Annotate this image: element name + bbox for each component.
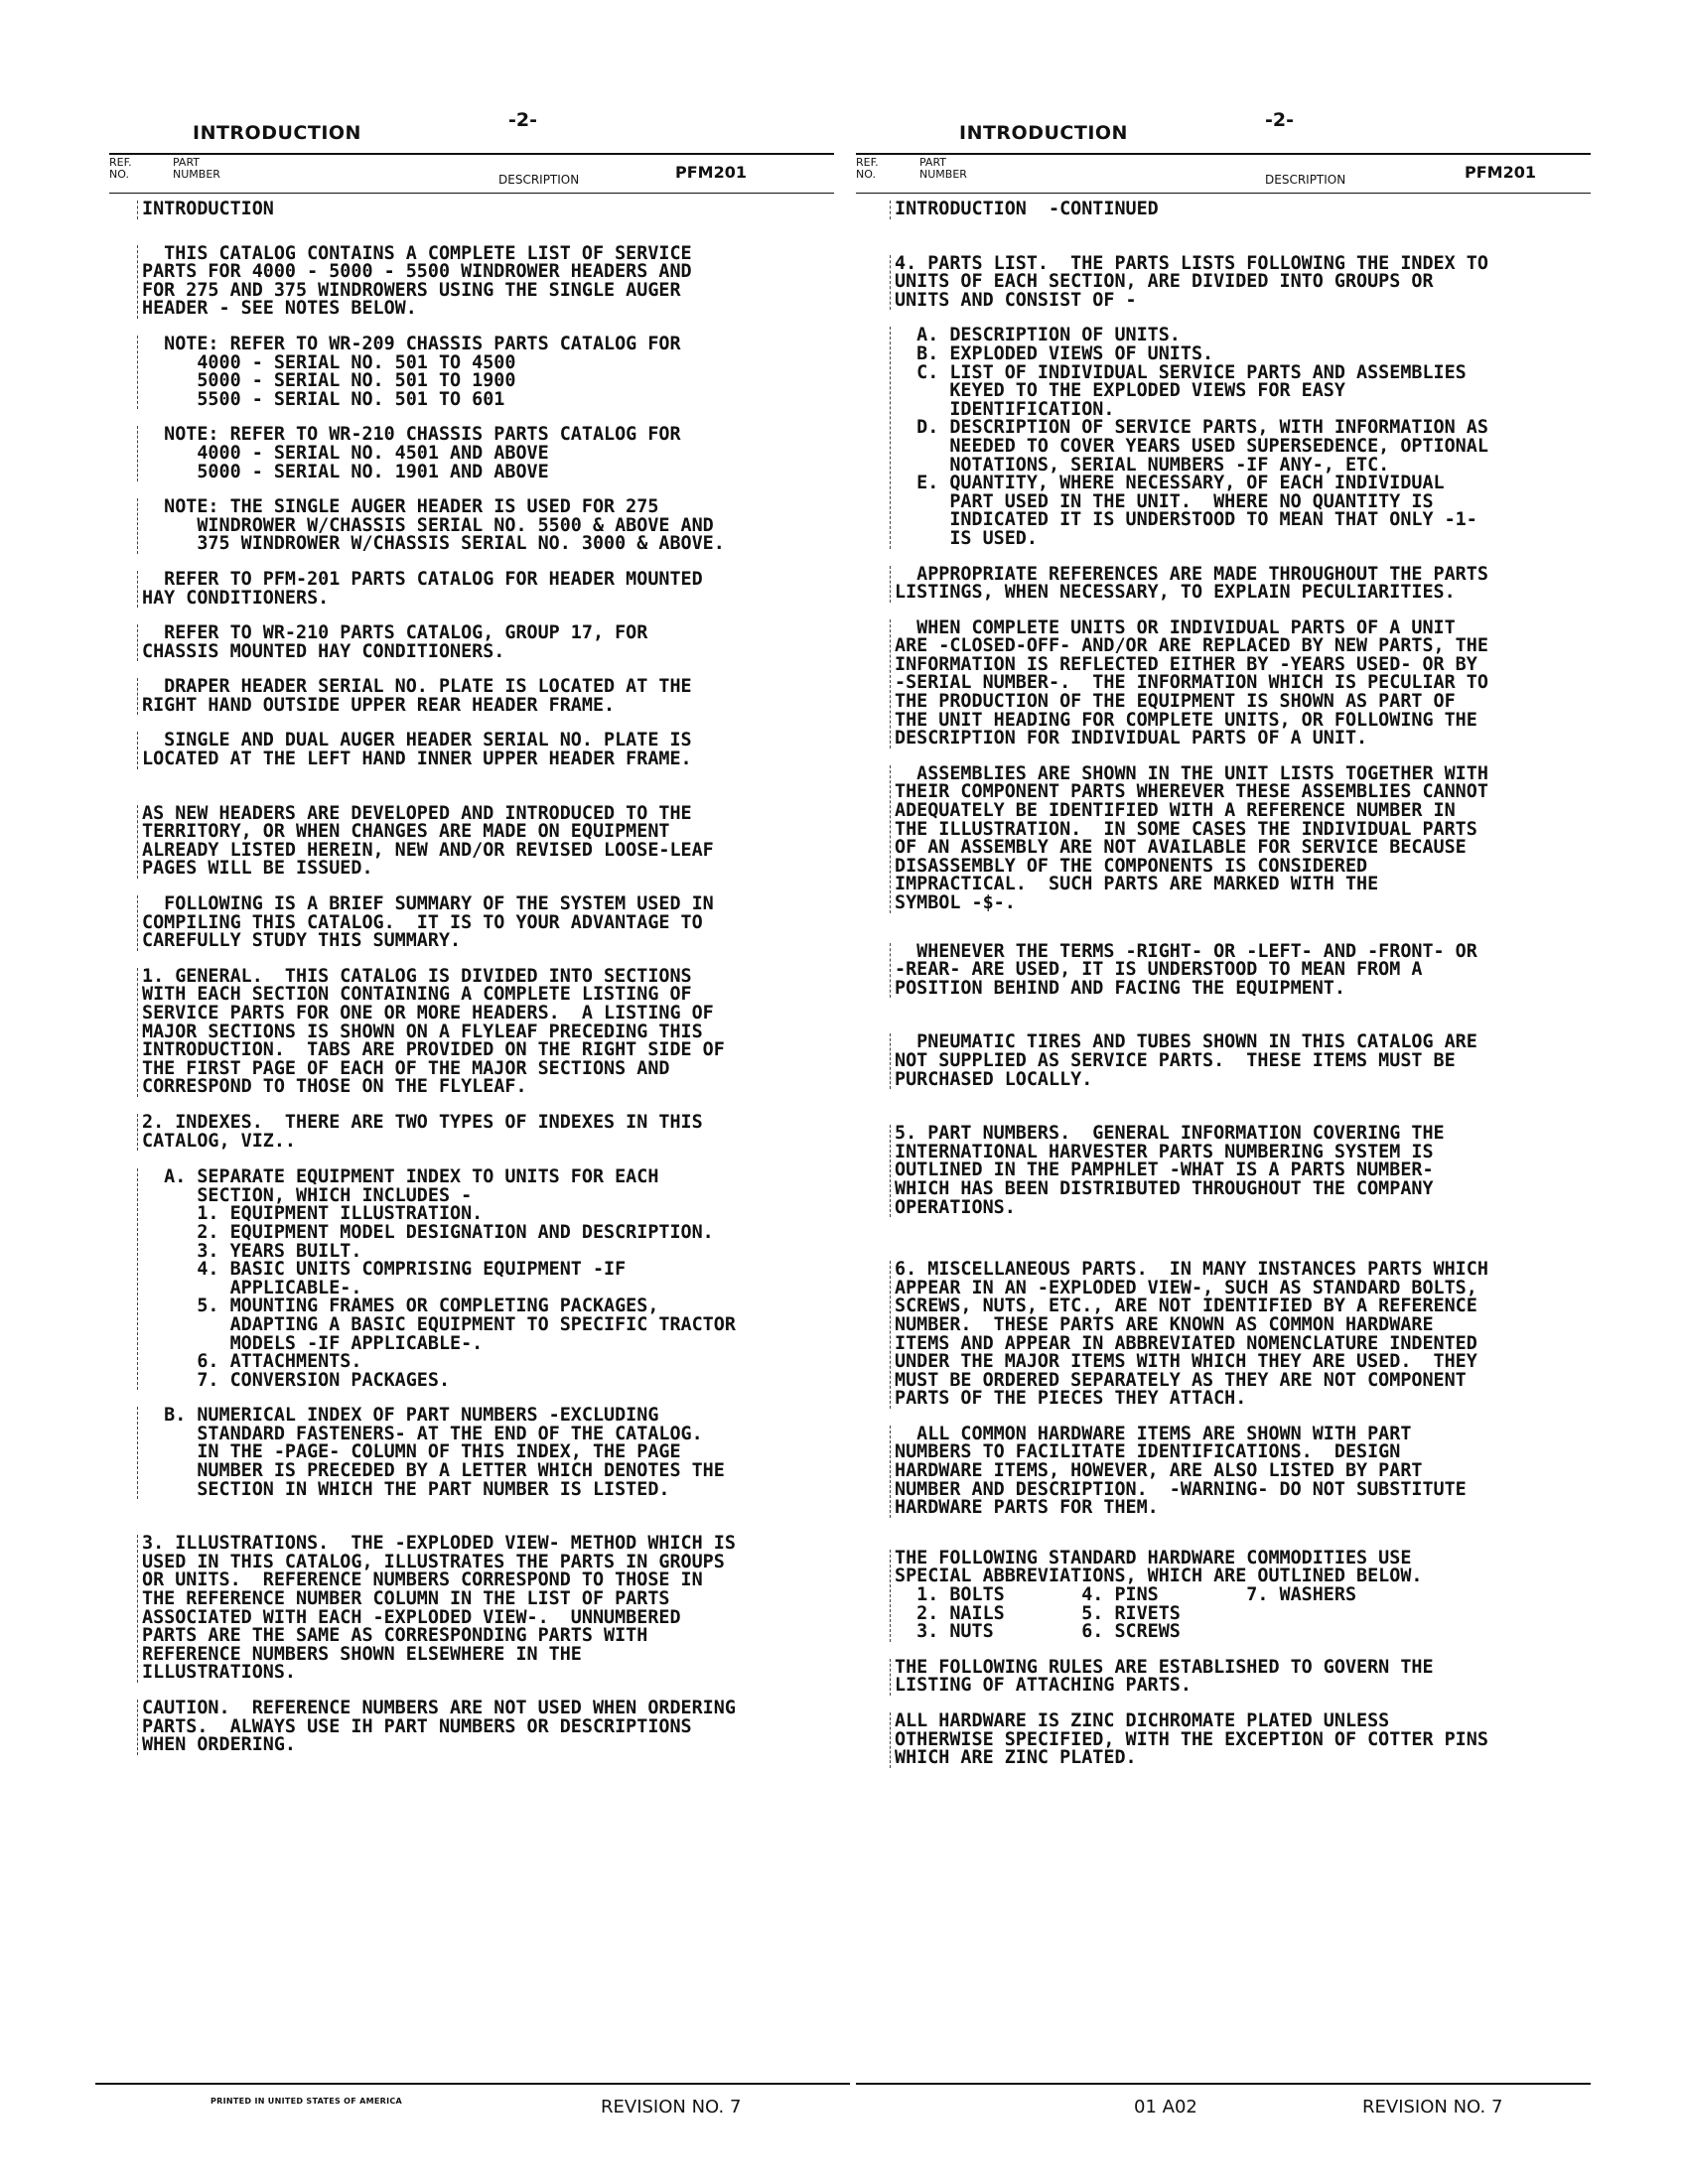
- paragraph: THIS CATALOG CONTAINS A COMPLETE LIST OF SERVICE PARTS FOR 4000 - 5000 - 5500 WINDROWER HEADERS AND FOR 275 AND 375 WINDROWERS USING THE SINGLE AUGER HEADER - SEE NOTES BELOW.: [137, 245, 834, 319]
- paragraph: 1. GENERAL. THIS CATALOG IS DIVIDED INTO SECTIONS WITH EACH SECTION CONTAINING A COMPLETE LISTING OF SERVICE PARTS FOR ONE OR MORE HEADERS. A LISTING OF MAJOR SECTIONS IS SHOWN ON A FLYLEAF PRECEDING THIS INTRODUCTION. TABS ARE PROVIDED ON THE RIGHT SIDE OF THE FIRST PAGE OF EACH OF THE MAJOR SECTIONS AND CORRESPOND TO THOSE ON THE FLYLEAF.: [137, 968, 834, 1097]
- paragraph: THE FOLLOWING STANDARD HARDWARE COMMODITIES USE SPECIAL ABBREVIATIONS, WHICH ARE OUTLINED BELOW. 1. BOLTS 4. PINS 7. WASHERS 2. NAILS 5. RIVETS 3. NUTS 6. SCREWS: [890, 1550, 1601, 1642]
- section-title: INTRODUCTION: [193, 122, 361, 144]
- paragraph: CAUTION. REFERENCE NUMBERS ARE NOT USED WHEN ORDERING PARTS. ALWAYS USE IH PART NUMBERS OR DESCRIPTIONS WHEN ORDERING.: [137, 1700, 834, 1755]
- paragraph: A. SEPARATE EQUIPMENT INDEX TO UNITS FOR EACH SECTION, WHICH INCLUDES - 1. EQUIPMENT ILLUSTRATION. 2. EQUIPMENT MODEL DESIGNATION AND DESCRIPTION. 3. YEARS BUILT. 4. BASIC UNITS COMPRISING EQUIPMENT -IF APPLICABLE-. 5. MOUNTING FRAMES OR COMPLETING PACKAGES, ADAPTING A BASIC EQUIPMENT TO SPECIFIC TRACTOR MODELS -IF APPLICABLE-. 6. ATTACHMENTS. 7. CONVERSION PACKAGES.: [137, 1168, 834, 1390]
- paragraph: 2. INDEXES. THERE ARE TWO TYPES OF INDEXES IN THIS CATALOG, VIZ..: [137, 1114, 834, 1151]
- description-header: DESCRIPTION: [1265, 173, 1346, 187]
- column-header: [109, 157, 834, 191]
- description-header: DESCRIPTION: [498, 173, 580, 187]
- ref-no-header: REF. NO.: [109, 156, 132, 181]
- paragraph: FOLLOWING IS A BRIEF SUMMARY OF THE SYSTEM USED IN COMPILING THIS CATALOG. IT IS TO YOUR ADVANTAGE TO CAREFULLY STUDY THIS SUMMARY.: [137, 895, 834, 951]
- paragraph: 6. MISCELLANEOUS PARTS. IN MANY INSTANCES PARTS WHICH APPEAR IN AN -EXPLODED VIEW-, SUCH AS STANDARD BOLTS, SCREWS, NUTS, ETC., ARE NOT IDENTIFIED BY A REFERENCE NUMBER. THESE PARTS ARE KNOWN AS COMMON HARDWARE ITEMS AND APPEAR IN ABBREVIATED NOMENCLATURE INDENTED UNDER THE MAJOR ITEMS WITH WHICH THEY ARE USED. THEY MUST BE ORDERED SEPARATELY AS THEY ARE NOT COMPONENT PARTS OF THE PIECES THEY ATTACH.: [890, 1261, 1601, 1409]
- paragraph: WHENEVER THE TERMS -RIGHT- OR -LEFT- AND -FRONT- OR -REAR- ARE USED, IT IS UNDERSTOOD TO MEAN FROM A POSITION BEHIND AND FACING THE EQUIPMENT.: [890, 943, 1601, 999]
- revision-number: REVISION NO. 7: [1362, 2097, 1503, 2117]
- page-number: -2-: [1265, 109, 1294, 131]
- part-number-header: PART NUMBER: [919, 156, 967, 181]
- footer-rule: [95, 2083, 850, 2085]
- printed-in-note: PRINTED IN UNITED STATES OF AMERICA: [210, 2097, 403, 2106]
- paragraph: REFER TO WR-210 PARTS CATALOG, GROUP 17, FOR CHASSIS MOUNTED HAY CONDITIONERS.: [137, 624, 834, 661]
- revision-number: REVISION NO. 7: [601, 2097, 742, 2117]
- header-rule: [109, 153, 834, 155]
- page-footer: [109, 2087, 834, 2126]
- right-body: [890, 201, 1601, 1785]
- column-header: [856, 157, 1591, 191]
- paragraph: ALL COMMON HARDWARE ITEMS ARE SHOWN WITH PART NUMBERS TO FACILITATE IDENTIFICATIONS. DESIGN HARDWARE ITEMS, HOWEVER, ARE ALSO LISTED BY PART NUMBER AND DESCRIPTION. -WARNING- DO NOT SUBSTITUTE HARDWARE PARTS FOR THEM.: [890, 1426, 1601, 1518]
- page-footer: [856, 2087, 1591, 2126]
- paragraph: INTRODUCTION: [137, 201, 834, 219]
- paragraph: APPROPRIATE REFERENCES ARE MADE THROUGHOUT THE PARTS LISTINGS, WHEN NECESSARY, TO EXPLAIN PECULIARITIES.: [890, 566, 1601, 603]
- catalog-code: PFM201: [675, 163, 747, 182]
- page-header: [856, 109, 1591, 155]
- paragraph: THE FOLLOWING RULES ARE ESTABLISHED TO GOVERN THE LISTING OF ATTACHING PARTS.: [890, 1659, 1601, 1696]
- paragraph: 5. PART NUMBERS. GENERAL INFORMATION COVERING THE INTERNATIONAL HARVESTER PARTS NUMBERING SYSTEM IS OUTLINED IN THE PAMPHLET -WHAT IS A PARTS NUMBER- WHICH HAS BEEN DISTRIBUTED THROUGHOUT THE COMPANY OPERATIONS.: [890, 1125, 1601, 1217]
- paragraph: NOTE: REFER TO WR-209 CHASSIS PARTS CATALOG FOR 4000 - SERIAL NO. 501 TO 4500 5000 - SERIAL NO. 501 TO 1900 5500 - SERIAL NO. 501 TO 601: [137, 336, 834, 409]
- left-body: [137, 201, 834, 1772]
- footer-rule: [856, 2083, 1591, 2085]
- part-number-header: PART NUMBER: [173, 156, 220, 181]
- paragraph: REFER TO PFM-201 PARTS CATALOG FOR HEADER MOUNTED HAY CONDITIONERS.: [137, 571, 834, 608]
- paragraph: AS NEW HEADERS ARE DEVELOPED AND INTRODUCED TO THE TERRITORY, OR WHEN CHANGES ARE MADE ON EQUIPMENT ALREADY LISTED HEREIN, NEW AND/OR REVISED LOOSE-LEAF PAGES WILL BE ISSUED.: [137, 805, 834, 879]
- paragraph: A. DESCRIPTION OF UNITS. B. EXPLODED VIEWS OF UNITS. C. LIST OF INDIVIDUAL SERVICE PARTS AND ASSEMBLIES KEYED TO THE EXPLODED VIEWS FOR EASY IDENTIFICATION. D. DESCRIPTION OF SERVICE PARTS, WITH INFORMATION AS NEEDED TO COVER YEARS USED SUPERSEDENCE, OPTIONAL NOTATIONS, SERIAL NUMBERS -IF ANY-, ETC. E. QUANTITY, WHERE NECESSARY, OF EACH INDIVIDUAL PART USED IN THE UNIT. WHERE NO QUANTITY IS INDICATED IT IS UNDERSTOOD TO MEAN THAT ONLY -1- IS USED.: [890, 327, 1601, 548]
- page-number: -2-: [508, 109, 537, 131]
- paragraph: 4. PARTS LIST. THE PARTS LISTS FOLLOWING THE INDEX TO UNITS OF EACH SECTION, ARE DIVIDED INTO GROUPS OR UNITS AND CONSIST OF -: [890, 255, 1601, 311]
- page-header: [109, 109, 834, 155]
- paragraph: ALL HARDWARE IS ZINC DICHROMATE PLATED UNLESS OTHERWISE SPECIFIED, WITH THE EXCEPTION OF COTTER PINS WHICH ARE ZINC PLATED.: [890, 1712, 1601, 1768]
- paragraph: WHEN COMPLETE UNITS OR INDIVIDUAL PARTS OF A UNIT ARE -CLOSED-OFF- AND/OR ARE REPLACED BY NEW PARTS, THE INFORMATION IS REFLECTED EITHER BY -YEARS USED- OR BY -SERIAL NUMBER-. THE INFORMATION WHICH IS PECULIAR TO THE PRODUCTION OF THE EQUIPMENT IS SHOWN AS PART OF THE UNIT HEADING FOR COMPLETE UNITS, OR FOLLOWING THE DESCRIPTION FOR INDIVIDUAL PARTS OF A UNIT.: [890, 619, 1601, 749]
- paragraph: NOTE: THE SINGLE AUGER HEADER IS USED FOR 275 WINDROWER W/CHASSIS SERIAL NO. 5500 & ABOVE AND 375 WINDROWER W/CHASSIS SERIAL NO. 3000 & ABOVE.: [137, 498, 834, 554]
- page-code: 01 A02: [1134, 2097, 1197, 2117]
- column-header-rule: [109, 193, 834, 194]
- paragraph: 3. ILLUSTRATIONS. THE -EXPLODED VIEW- METHOD WHICH IS USED IN THIS CATALOG, ILLUSTRATES THE PARTS IN GROUPS OR UNITS. REFERENCE NUMBERS CORRESPOND TO THOSE IN THE REFERENCE NUMBER COLUMN IN THE LIST OF PARTS ASSOCIATED WITH EACH -EXPLODED VIEW-. UNNUMBERED PARTS ARE THE SAME AS CORRESPONDING PARTS WITH REFERENCE NUMBERS SHOWN ELSEWHERE IN THE ILLUSTRATIONS.: [137, 1535, 834, 1683]
- header-rule: [856, 153, 1591, 155]
- paragraph: DRAPER HEADER SERIAL NO. PLATE IS LOCATED AT THE RIGHT HAND OUTSIDE UPPER REAR HEADER FRAME.: [137, 678, 834, 715]
- paragraph: B. NUMERICAL INDEX OF PART NUMBERS -EXCLUDING STANDARD FASTENERS- AT THE END OF THE CATALOG. IN THE -PAGE- COLUMN OF THIS INDEX, THE PAGE NUMBER IS PRECEDED BY A LETTER WHICH DENOTES THE SECTION IN WHICH THE PART NUMBER IS LISTED.: [137, 1407, 834, 1499]
- paragraph: SINGLE AND DUAL AUGER HEADER SERIAL NO. PLATE IS LOCATED AT THE LEFT HAND INNER UPPER HEADER FRAME.: [137, 732, 834, 768]
- catalog-code: PFM201: [1465, 163, 1536, 182]
- column-header-rule: [856, 193, 1591, 194]
- paragraph: PNEUMATIC TIRES AND TUBES SHOWN IN THIS CATALOG ARE NOT SUPPLIED AS SERVICE PARTS. THESE ITEMS MUST BE PURCHASED LOCALLY.: [890, 1033, 1601, 1089]
- section-title: INTRODUCTION: [959, 122, 1128, 144]
- paragraph: INTRODUCTION -CONTINUED: [890, 201, 1601, 219]
- paragraph: ASSEMBLIES ARE SHOWN IN THE UNIT LISTS TOGETHER WITH THEIR COMPONENT PARTS WHEREVER THESE ASSEMBLIES CANNOT ADEQUATELY BE IDENTIFIED WITH A REFERENCE NUMBER IN THE ILLUSTRATION. IN SOME CASES THE INDIVIDUAL PARTS OF AN ASSEMBLY ARE NOT AVAILABLE FOR SERVICE BECAUSE DISASSEMBLY OF THE COMPONENTS IS CONSIDERED IMPRACTICAL. SUCH PARTS ARE MARKED WITH THE SYMBOL -$-.: [890, 765, 1601, 913]
- paragraph: NOTE: REFER TO WR-210 CHASSIS PARTS CATALOG FOR 4000 - SERIAL NO. 4501 AND ABOVE 5000 - SERIAL NO. 1901 AND ABOVE: [137, 426, 834, 481]
- ref-no-header: REF. NO.: [856, 156, 879, 181]
